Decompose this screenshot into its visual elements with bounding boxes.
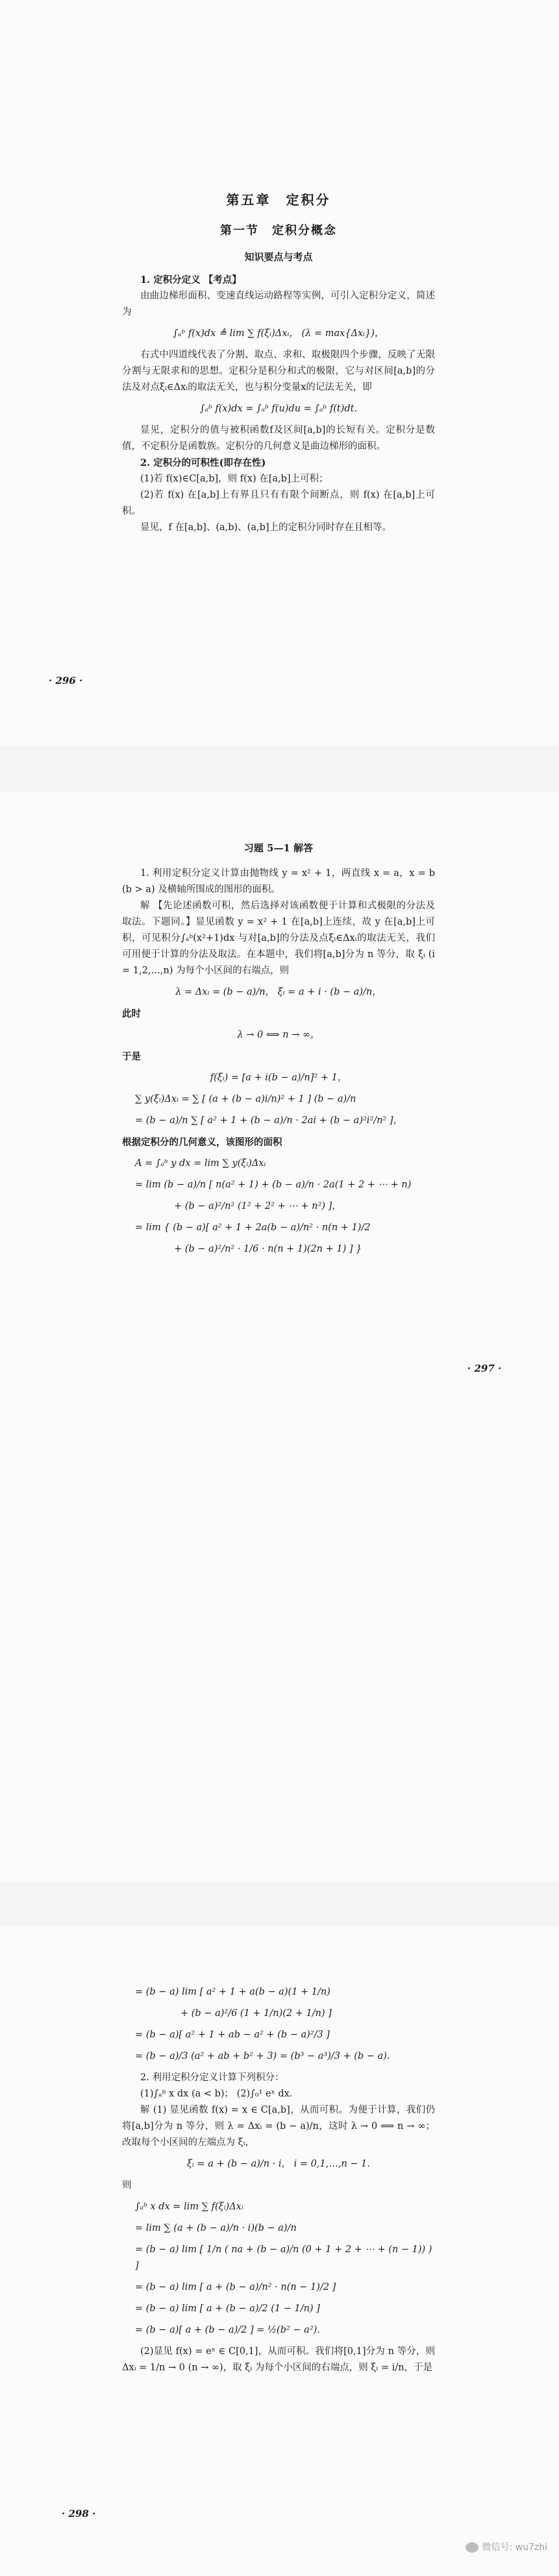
eq-area-def: A = ∫ₐᵇ y dx = lim ∑ y(ξᵢ)Δxᵢ: [135, 1158, 266, 1169]
eq-x-2: = lim ∑ (a + (b − a)/n · i)(b − a)/n: [135, 2223, 297, 2233]
eq-area-step-1: = lim (b − a)/n [ n(a² + 1) + (b − a)/n · 2a(1 + 2 + ⋯ + n): [135, 1180, 412, 1190]
integrability-item-1: (1)若 f(x)∈C[a,b]，则 f(x) 在[a,b]上可积；: [140, 474, 329, 484]
page-298: [0, 1927, 559, 2576]
watermark: [466, 2540, 547, 2553]
eq-area-step-2b: + (b − a)²/n² · 1/6 · n(n + 1)(2n + 1) ] }: [174, 1244, 362, 1254]
page-296: [0, 0, 559, 746]
eq-x-6: = (b − a)[ a + (b − a)/2 ] = ½(b² − a²).: [135, 2325, 320, 2335]
eq-area-step-2: = lim { (b − a)[ a² + 1 + 2a(b − a)/n² · n(n + 1)/2: [135, 1222, 371, 1233]
chapter-title: 第五章 定积分: [226, 192, 331, 208]
watermark-text: 微信号: wu7zhi: [482, 2542, 547, 2553]
solution-1-intro: 解 【先论述函数可积，然后选择对该函数便于计算和式极限的分法及取法。下题同。】显见函数 y = x² + 1 在[a,b]上连续，故 y 在[a,b]上可积，可见积分∫ₐᵇ(x²+1)dx 与对[a,b]的分法及点ξᵢ∈Δxᵢ的取法无关，我们可用便于计算的分法及取法。在本题中，我们将[a,b]分为 n 等分，取 ξᵢ (i = 1,2,…,n) 为每个小区间的右端点，则: [122, 901, 435, 976]
solution-2-2: (2)显见 f(x) = eˣ ∈ C[0,1]，从而可积。我们将[0,1]分为 n 等分，则 Δxᵢ = 1/n → 0 (n → ∞)，取 ξᵢ 为每个小区间的右端点，则 ξᵢ = i/n，于是: [122, 2346, 435, 2373]
page-number-297: · 297 ·: [467, 1363, 502, 1374]
variable-independence-equation: ∫ₐᵇ f(x)dx = ∫ₐᵇ f(u)du = ∫ₐᵇ f(t)dt.: [199, 404, 358, 414]
definition-explanation: 右式中四道线代表了分割、取点、求和、取极限四个步骤，反映了无限分割与无限求和的思想。定积分是积分和式的极限，它与对区间[a,b]的分法及对点ξᵢ∈Δxᵢ的取法无关，也与积分变量x的记法无关，即: [122, 350, 435, 393]
knowledge-heading: 知识要点与考点: [244, 251, 313, 263]
eq-riemann-sum: ∑ y(ξᵢ)Δxᵢ = ∑ [ (a + (b − a)i/n)² + 1 ] (b − a)/n: [135, 1094, 356, 1104]
eq-cont-2: + (b − a)²/6 (1 + 1/n)(2 + 1/n) ]: [180, 2008, 332, 2019]
eq-x-1: ∫ₐᵇ x dx = lim ∑ f(ξᵢ)Δxᵢ: [135, 2202, 243, 2212]
eq-area-step-1b: + (b − a)²/n² (1² + 2² + ⋯ + n²) ]，: [174, 1201, 342, 1211]
page-number-296: · 296 ·: [49, 675, 83, 687]
eq-cont-4: = (b − a)/3 (a² + ab + b² + 3) = (b³ − a³)/3 + (b − a).: [135, 2051, 390, 2061]
label-ze: 则: [122, 2180, 132, 2191]
eq1-lhs: ∫ₐᵇ f(x)dx ≜ lim: [173, 328, 245, 339]
question-2-items: (1)∫ₐᵇ x dx (a < b)； (2)∫₀¹ eˣ dx.: [140, 2089, 293, 2099]
eq-f-xi: f(ξᵢ) = [a + i(b − a)/n]² + 1，: [210, 1073, 347, 1083]
page-298-body: [122, 1979, 435, 2376]
eq-cont-3: = (b − a)[ a² + 1 + ab − a² + (b − a)²/3 ]: [135, 2030, 330, 2040]
value-remark: 显见，定积分的值与被积函数f及区间[a,b]的长短有关。定积分是数值，不定积分是函数族。定积分的几何意义是曲边梯形的面积。: [122, 425, 435, 452]
page-number-298: · 298 ·: [62, 2508, 96, 2520]
section-title: 第一节 定积分概念: [220, 224, 337, 237]
wechat-icon: [466, 2542, 478, 2553]
solution-2-1: 解 (1) 显见函数 f(x) = x ∈ C[a,b]，从而可积。为便于计算，我们仍将[a,b]分为 n 等分，则 λ = Δxᵢ = (b − a)/n，这时 λ → 0 ⟺ n → ∞；改取每个小区间的左端点为 ξᵢ，: [122, 2105, 435, 2148]
integrability-item-2: (2)若 f(x) 在[a,b]上有界且只有有限个间断点，则 f(x) 在[a,b]上可积。: [122, 490, 435, 516]
definition-equation: [122, 326, 435, 342]
integrability-heading: 2. 定积分的可积性(即存在性): [140, 457, 266, 468]
eq-x-3: = (b − a) lim [ 1/n ( na + (b − a)/n (0 + 1 + 2 + ⋯ + (n − 1)) ) ]: [135, 2244, 432, 2271]
eq-cont-1: = (b − a) lim [ a² + 1 + a(b − a)(1 + 1/n): [135, 1987, 330, 1997]
question-1: 1. 利用定积分定义计算由抛物线 y = x² + 1，两直线 x = a，x = b (b > a) 及横轴所围成的图形的面积。: [122, 868, 435, 895]
label-cishi: 此时: [122, 1008, 141, 1019]
eq-left-endpoints: ξᵢ = a + (b − a)/n · i， i = 0,1,…,n − 1.: [186, 2159, 370, 2169]
eq1-cond: (λ = max{Δxᵢ})，: [301, 328, 384, 339]
definition-intro: 由曲边梯形面积、变速直线运动路程等实例，可引入定积分定义，简述为: [122, 291, 435, 317]
page-296-body: [122, 192, 435, 536]
page-297: [0, 792, 559, 1882]
question-2: 2. 利用定积分定义计算下列积分：: [140, 2072, 284, 2083]
eq-partition: λ = Δxᵢ = (b − a)/n， ξᵢ = a + i · (b − a)/n，: [175, 987, 382, 997]
page-297-body: [122, 840, 435, 1263]
label-yushi: 于是: [122, 1051, 141, 1062]
definition-heading: 1. 定积分定义 【考点】: [140, 274, 242, 286]
eq-limit-equiv: λ → 0 ⟺ n → ∞，: [237, 1030, 320, 1040]
eq-x-5: = (b − a) lim [ a + (b − a)/2 (1 − 1/n) ]: [135, 2303, 320, 2314]
exercise-title: 习题 5—1 解答: [243, 842, 314, 854]
eq-x-4: = (b − a) lim [ a + (b − a)/n² · n(n − 1)/2 ]: [135, 2282, 336, 2292]
integrability-remark: 显见，f 在[a,b]、(a,b)、(a,b]上的定积分同时存在且相等。: [140, 522, 392, 533]
geometry-sentence: 根据定积分的几何意义，该图形的面积: [122, 1137, 282, 1148]
eq-riemann-expanded: = (b − a)/n ∑ [ a² + 1 + (b − a)/n · 2ai + (b − a)²i²/n² ]，: [135, 1115, 403, 1126]
eq1-sum: ∑ f(ξᵢ)Δxᵢ，: [247, 328, 299, 339]
